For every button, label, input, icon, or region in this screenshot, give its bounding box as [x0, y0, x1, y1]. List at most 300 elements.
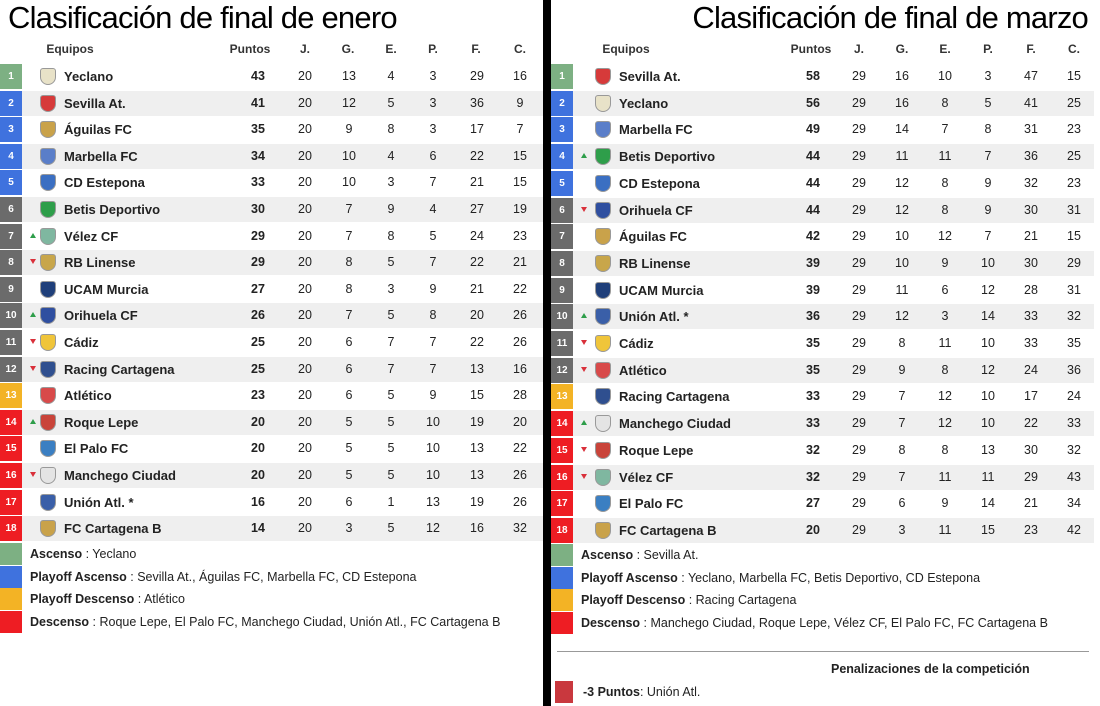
table-row[interactable] — [0, 357, 543, 382]
position-badge: 14 — [551, 411, 573, 436]
table-row[interactable] — [551, 465, 1094, 490]
goals-against-cell: 15 — [1067, 229, 1081, 244]
goals-against-cell: 25 — [1067, 149, 1081, 164]
points-cell: 34 — [251, 148, 265, 163]
goals-for-cell: 30 — [1024, 442, 1038, 457]
legend-swatch — [0, 611, 22, 633]
won-cell: 7 — [345, 228, 353, 243]
goals-for-cell: 19 — [470, 414, 484, 429]
points-cell: 16 — [251, 494, 265, 509]
legend-swatch — [551, 544, 573, 566]
drawn-cell: 11 — [938, 336, 952, 350]
won-cell: 6 — [345, 388, 353, 403]
goals-against-cell: 32 — [1067, 309, 1081, 324]
legend-teams: : Yeclano, Marbella FC, Betis Deportivo, CD Estepona — [677, 570, 981, 585]
team-name[interactable]: FC Cartagena B — [64, 521, 162, 537]
team-crest-icon — [40, 361, 56, 378]
table-row[interactable] — [0, 250, 543, 275]
played-cell: 20 — [298, 468, 312, 482]
drawn-cell: 8 — [941, 362, 949, 377]
header-empatados[interactable]: E. — [939, 42, 951, 56]
played-cell: 29 — [852, 496, 866, 511]
team-crest-icon — [595, 469, 611, 486]
played-cell: 29 — [852, 336, 866, 350]
team-name[interactable]: Yeclano — [619, 95, 669, 111]
played-cell: 20 — [298, 175, 312, 190]
table-row[interactable] — [0, 91, 543, 116]
team-crest-icon — [40, 520, 56, 537]
standings-panel-march — [551, 0, 1094, 706]
won-cell: 10 — [342, 148, 356, 163]
team-name[interactable]: CD Estepona — [64, 175, 145, 191]
team-name[interactable]: Marbella FC — [64, 148, 138, 164]
goals-against-cell: 33 — [1067, 416, 1081, 431]
drawn-cell: 4 — [387, 69, 395, 83]
legend-swatch — [551, 567, 573, 589]
table-row[interactable] — [551, 278, 1094, 303]
played-cell: 29 — [852, 282, 866, 297]
points-cell: 23 — [251, 388, 265, 403]
drawn-cell: 8 — [387, 228, 395, 243]
trend-down-icon — [581, 447, 587, 452]
team-name[interactable]: RB Linense — [619, 255, 691, 271]
team-name[interactable]: Orihuela CF — [619, 202, 693, 218]
played-cell: 20 — [298, 521, 312, 536]
team-name[interactable]: Betis Deportivo — [619, 149, 716, 165]
goals-against-cell: 36 — [1067, 362, 1081, 377]
header-contra[interactable]: C. — [514, 42, 526, 56]
lost-cell: 13 — [426, 494, 440, 509]
table-row[interactable] — [551, 251, 1094, 276]
won-cell: 3 — [345, 521, 353, 536]
penalties-title: Penalizaciones de la competición — [831, 662, 1030, 676]
team-crest-icon — [40, 148, 56, 165]
trend-down-icon — [30, 366, 36, 371]
lost-cell: 10 — [426, 441, 440, 456]
goals-against-cell: 16 — [513, 361, 527, 376]
header-contra[interactable]: C. — [1068, 42, 1080, 56]
team-name[interactable]: Sevilla At. — [64, 95, 126, 111]
penalties-divider — [557, 651, 1089, 652]
won-cell: 10 — [342, 175, 356, 190]
played-cell: 29 — [852, 469, 866, 484]
legend-teams: : Sevilla At. — [633, 548, 699, 562]
standings-panel-january — [0, 0, 543, 706]
team-crest-icon — [40, 68, 56, 85]
drawn-cell: 7 — [387, 361, 395, 376]
played-cell: 29 — [852, 69, 866, 83]
goals-for-cell: 21 — [1024, 496, 1038, 511]
team-crest-icon — [595, 255, 611, 272]
goals-for-cell: 28 — [1024, 282, 1038, 297]
legend-swatch — [0, 543, 22, 565]
drawn-cell: 9 — [941, 496, 949, 511]
lost-cell: 10 — [981, 416, 995, 431]
position-badge: 3 — [551, 117, 573, 142]
team-name[interactable]: Águilas FC — [64, 122, 132, 138]
lost-cell: 12 — [981, 362, 995, 377]
points-cell: 58 — [806, 69, 820, 83]
won-cell: 13 — [342, 69, 356, 83]
legend-text — [581, 589, 796, 611]
team-name[interactable]: Racing Cartagena — [619, 389, 730, 405]
lost-cell: 9 — [429, 388, 437, 403]
team-name[interactable]: UCAM Murcia — [619, 282, 704, 298]
trend-down-icon — [581, 367, 587, 372]
points-cell: 35 — [251, 122, 265, 137]
header-jugados[interactable]: J. — [853, 42, 864, 56]
drawn-cell: 11 — [938, 522, 952, 537]
team-name[interactable]: Águilas FC — [619, 229, 687, 245]
trend-up-icon — [581, 420, 587, 425]
team-name[interactable]: UCAM Murcia — [64, 281, 149, 297]
goals-against-cell: 15 — [1067, 69, 1081, 83]
team-name[interactable]: Betis Deportivo — [64, 202, 161, 217]
goals-for-cell: 22 — [470, 148, 484, 163]
team-name[interactable]: Manchego Ciudad — [64, 468, 176, 483]
played-cell: 20 — [298, 122, 312, 137]
played-cell: 29 — [852, 442, 866, 457]
trend-down-icon — [581, 474, 587, 479]
drawn-cell: 11 — [938, 469, 952, 484]
goals-for-cell: 16 — [470, 521, 484, 536]
played-cell: 29 — [852, 202, 866, 217]
team-crest-icon — [595, 362, 611, 379]
table-row[interactable] — [0, 170, 543, 195]
won-cell: 7 — [898, 416, 906, 431]
panel-title: Clasificación de final de enero — [8, 0, 397, 35]
goals-for-cell: 21 — [470, 175, 484, 190]
points-cell: 49 — [806, 122, 820, 137]
goals-against-cell: 23 — [513, 228, 527, 243]
played-cell: 20 — [298, 95, 312, 110]
lost-cell: 9 — [984, 175, 992, 190]
played-cell: 29 — [852, 149, 866, 164]
panel-title: Clasificación de final de marzo — [692, 0, 1088, 35]
team-name[interactable]: Orihuela CF — [64, 308, 138, 324]
team-name[interactable]: Marbella FC — [619, 122, 693, 138]
legend-text — [30, 611, 500, 633]
table-row[interactable] — [551, 304, 1094, 329]
table-row[interactable] — [551, 438, 1094, 463]
lost-cell: 7 — [429, 335, 437, 349]
lost-cell: 3 — [984, 69, 992, 83]
legend-label: Playoff Descenso — [30, 592, 135, 607]
goals-against-cell: 31 — [1067, 282, 1081, 297]
team-crest-icon — [40, 414, 56, 431]
team-name[interactable]: Cádiz — [619, 336, 654, 351]
table-row[interactable] — [0, 436, 543, 461]
goals-against-cell: 16 — [513, 69, 527, 83]
table-row[interactable] — [551, 117, 1094, 142]
team-crest-icon — [40, 121, 56, 138]
drawn-cell: 12 — [938, 229, 952, 244]
header-favor[interactable]: F. — [471, 42, 481, 56]
header-equipos[interactable]: Equipos — [602, 42, 650, 56]
goals-against-cell: 23 — [1067, 175, 1081, 190]
goals-against-cell: 22 — [513, 281, 527, 296]
table-row[interactable] — [0, 463, 543, 488]
lost-cell: 14 — [981, 496, 995, 511]
position-badge: 12 — [551, 358, 573, 383]
lost-cell: 14 — [981, 309, 995, 324]
trend-up-icon — [581, 153, 587, 158]
won-cell: 6 — [345, 335, 353, 349]
won-cell: 11 — [895, 282, 909, 297]
team-crest-icon — [40, 494, 56, 511]
lost-cell: 15 — [981, 522, 995, 537]
legend-text — [581, 612, 1048, 634]
team-name[interactable]: Sevilla At. — [619, 69, 681, 84]
drawn-cell: 8 — [941, 95, 949, 110]
goals-for-cell: 24 — [1024, 362, 1038, 377]
header-jugados[interactable]: J. — [299, 42, 310, 56]
played-cell: 29 — [852, 255, 866, 270]
team-name[interactable]: El Palo FC — [64, 441, 129, 457]
position-badge: 6 — [0, 197, 22, 222]
team-name[interactable]: Unión Atl. * — [619, 309, 689, 325]
legend-item — [551, 612, 1094, 634]
position-badge: 15 — [0, 436, 22, 461]
lost-cell: 10 — [981, 389, 995, 404]
header-empatados[interactable]: E. — [385, 42, 397, 56]
goals-for-cell: 22 — [470, 335, 484, 349]
table-row[interactable] — [551, 331, 1094, 356]
goals-against-cell: 29 — [1067, 255, 1081, 270]
position-badge: 7 — [0, 224, 22, 249]
team-name[interactable]: Atlético — [64, 388, 112, 404]
goals-against-cell: 24 — [1067, 389, 1081, 404]
team-name[interactable]: Vélez CF — [64, 228, 119, 244]
drawn-cell: 5 — [387, 255, 395, 270]
table-row[interactable] — [551, 518, 1094, 543]
won-cell: 9 — [898, 362, 906, 377]
goals-against-cell: 9 — [516, 95, 524, 110]
trend-down-icon — [30, 339, 36, 344]
legend-item — [0, 566, 543, 588]
drawn-cell: 5 — [387, 441, 395, 456]
points-cell: 30 — [251, 202, 265, 216]
header-favor[interactable]: F. — [1026, 42, 1036, 56]
drawn-cell: 9 — [387, 202, 395, 216]
table-row[interactable] — [0, 224, 543, 249]
won-cell: 11 — [895, 149, 909, 164]
drawn-cell: 7 — [941, 122, 949, 137]
team-name[interactable]: Cádiz — [64, 335, 99, 350]
table-row[interactable] — [0, 330, 543, 355]
points-cell: 29 — [251, 228, 265, 243]
header-puntos[interactable]: Puntos — [229, 42, 271, 56]
table-row[interactable] — [0, 383, 543, 408]
won-cell: 8 — [898, 336, 906, 350]
drawn-cell: 5 — [387, 521, 395, 536]
table-row[interactable] — [551, 171, 1094, 196]
played-cell: 29 — [852, 95, 866, 110]
goals-for-cell: 24 — [470, 228, 484, 243]
goals-for-cell: 13 — [470, 441, 484, 456]
points-cell: 39 — [806, 282, 820, 297]
points-cell: 35 — [806, 362, 820, 377]
team-crest-icon — [595, 95, 611, 112]
table-row[interactable] — [551, 64, 1094, 89]
position-badge: 13 — [551, 384, 573, 409]
table-row[interactable] — [551, 198, 1094, 223]
table-row[interactable] — [551, 358, 1094, 383]
table-row[interactable] — [551, 384, 1094, 409]
points-cell: 41 — [251, 95, 265, 110]
header-perdidos[interactable]: P. — [983, 42, 993, 56]
goals-against-cell: 26 — [513, 468, 527, 482]
position-badge: 8 — [0, 250, 22, 275]
goals-against-cell: 34 — [1067, 496, 1081, 511]
team-crest-icon — [595, 335, 611, 352]
trend-up-icon — [30, 419, 36, 424]
goals-for-cell: 33 — [1024, 336, 1038, 350]
table-row[interactable] — [0, 64, 543, 89]
team-name[interactable]: Manchego Ciudad — [619, 416, 731, 432]
table-row[interactable] — [551, 144, 1094, 169]
team-name[interactable]: Roque Lepe — [64, 414, 139, 430]
goals-against-cell: 28 — [513, 388, 527, 403]
team-name[interactable]: El Palo FC — [619, 496, 684, 512]
position-badge: 5 — [0, 170, 22, 195]
legend-label: Playoff Ascenso — [30, 569, 127, 584]
goals-for-cell: 17 — [1024, 389, 1038, 404]
won-cell: 12 — [895, 309, 909, 324]
team-crest-icon — [595, 282, 611, 299]
lost-cell: 10 — [426, 468, 440, 482]
header-ganados[interactable]: G. — [341, 42, 355, 56]
points-cell: 56 — [806, 95, 820, 110]
won-cell: 12 — [895, 175, 909, 190]
won-cell: 6 — [345, 494, 353, 509]
drawn-cell: 12 — [938, 416, 952, 431]
played-cell: 20 — [298, 335, 312, 349]
points-cell: 27 — [251, 281, 265, 296]
position-badge: 12 — [0, 357, 22, 382]
table-row[interactable] — [0, 277, 543, 302]
trend-up-icon — [30, 233, 36, 238]
won-cell: 5 — [345, 468, 353, 482]
table-row[interactable] — [0, 144, 543, 169]
table-row[interactable] — [551, 491, 1094, 516]
legend-label: Playoff Ascenso — [581, 570, 678, 585]
played-cell: 20 — [298, 281, 312, 296]
trend-up-icon — [581, 313, 587, 318]
lost-cell: 8 — [429, 308, 437, 323]
legend-item — [551, 567, 1094, 589]
won-cell: 9 — [345, 122, 353, 137]
won-cell: 6 — [898, 496, 906, 511]
played-cell: 20 — [298, 361, 312, 376]
position-badge: 5 — [551, 171, 573, 196]
goals-against-cell: 25 — [1067, 95, 1081, 110]
points-cell: 42 — [806, 229, 820, 244]
header-perdidos[interactable]: P. — [428, 42, 438, 56]
legend-text — [30, 566, 417, 588]
position-badge: 1 — [551, 64, 573, 89]
table-row[interactable] — [551, 224, 1094, 249]
goals-for-cell: 22 — [470, 255, 484, 270]
won-cell: 7 — [898, 469, 906, 484]
team-crest-icon — [595, 202, 611, 219]
table-row[interactable] — [0, 117, 543, 142]
legend-teams: : Yeclano — [82, 547, 137, 561]
header-ganados[interactable]: G. — [895, 42, 909, 56]
played-cell: 29 — [852, 175, 866, 190]
team-crest-icon — [40, 334, 56, 351]
team-crest-icon — [40, 281, 56, 298]
team-name[interactable]: Racing Cartagena — [64, 361, 175, 377]
header-puntos[interactable]: Puntos — [790, 42, 832, 56]
played-cell: 29 — [852, 416, 866, 431]
goals-for-cell: 21 — [470, 281, 484, 296]
position-badge: 14 — [0, 410, 22, 435]
legend-teams: : Manchego Ciudad, Roque Lepe, Vélez CF, El Palo FC, FC Cartagena B — [640, 615, 1048, 630]
legend-text — [581, 567, 980, 589]
goals-for-cell: 17 — [470, 122, 484, 137]
position-badge: 2 — [551, 91, 573, 116]
lost-cell: 9 — [429, 281, 437, 296]
position-badge: 8 — [551, 251, 573, 276]
position-badge: 6 — [551, 198, 573, 223]
drawn-cell: 8 — [941, 202, 949, 217]
lost-cell: 7 — [984, 229, 992, 244]
header-equipos[interactable]: Equipos — [46, 42, 94, 56]
team-name[interactable]: CD Estepona — [619, 175, 700, 191]
table-row[interactable] — [0, 490, 543, 515]
table-row[interactable] — [551, 411, 1094, 436]
won-cell: 16 — [895, 69, 909, 83]
team-crest-icon — [595, 522, 611, 539]
won-cell: 14 — [895, 122, 909, 137]
played-cell: 20 — [298, 202, 312, 216]
played-cell: 20 — [298, 69, 312, 83]
drawn-cell: 8 — [941, 442, 949, 457]
legend-teams: : Racing Cartagena — [685, 593, 797, 608]
team-name[interactable]: Yeclano — [64, 69, 114, 84]
won-cell: 8 — [345, 281, 353, 296]
legend-item — [0, 588, 543, 610]
team-crest-icon — [40, 254, 56, 271]
goals-for-cell: 36 — [1024, 149, 1038, 164]
team-name[interactable]: RB Linense — [64, 255, 136, 271]
team-name[interactable]: Atlético — [619, 362, 667, 378]
table-row[interactable] — [0, 410, 543, 435]
lost-cell: 6 — [429, 148, 437, 163]
lost-cell: 10 — [426, 414, 440, 429]
won-cell: 8 — [898, 442, 906, 457]
goals-for-cell: 13 — [470, 468, 484, 482]
played-cell: 29 — [852, 522, 866, 537]
legend-text — [30, 588, 185, 610]
team-name[interactable]: Vélez CF — [619, 469, 674, 485]
team-name[interactable]: Roque Lepe — [619, 442, 694, 458]
points-cell: 20 — [251, 441, 265, 456]
table-row[interactable] — [551, 91, 1094, 116]
drawn-cell: 6 — [941, 282, 949, 297]
table-row[interactable] — [0, 516, 543, 541]
goals-against-cell: 26 — [513, 494, 527, 509]
drawn-cell: 11 — [938, 149, 952, 164]
table-row[interactable] — [0, 197, 543, 222]
team-crest-icon — [595, 495, 611, 512]
team-name[interactable]: Unión Atl. * — [64, 494, 134, 510]
won-cell: 12 — [342, 95, 356, 110]
drawn-cell: 10 — [938, 69, 952, 83]
team-name[interactable]: FC Cartagena B — [619, 522, 717, 538]
table-row[interactable] — [0, 303, 543, 328]
